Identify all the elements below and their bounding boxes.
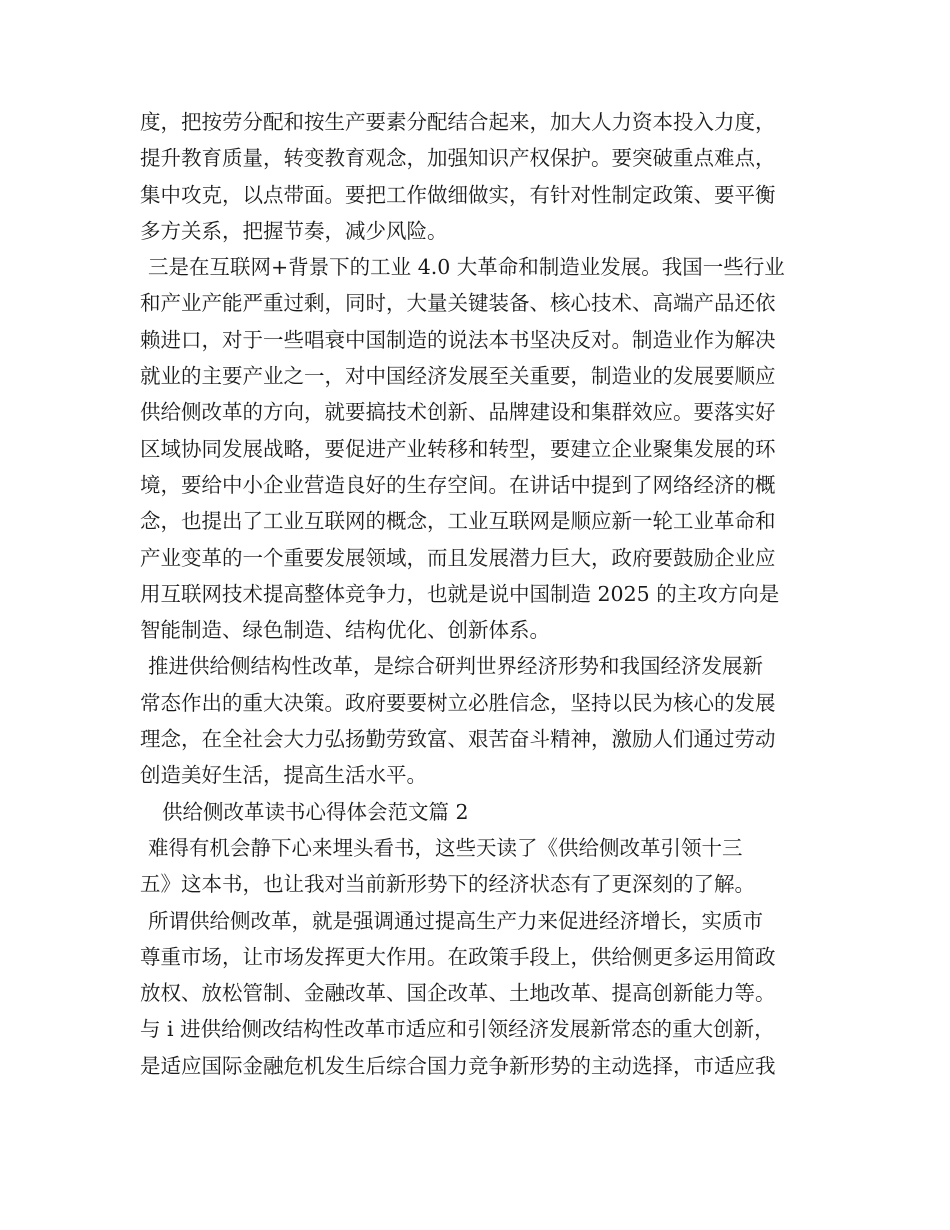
text-line: 集中攻克，以点带面。要把工作做细做实，有针对性制定政策、要平衡	[140, 182, 776, 207]
text-line: 智能制造、绿色制造、结构优化、创新体系。	[140, 618, 550, 643]
text-line: 是适应国际金融危机发生后综合国力竞争新形势的主动选择，市适应我	[140, 1053, 776, 1078]
text-line: 产业变革的一个重要发展领域，而且发展潜力巨大，政府要鼓励企业应	[140, 545, 776, 570]
text-line: 用互联网技术提高整体竞争力，也就是说中国制造 2025 的主攻方向是	[140, 581, 780, 606]
text-line: 五》这本书，也让我对当前新形势下的经济状态有了更深刻的了解。	[140, 872, 755, 897]
text-line: 提升教育质量，转变教育观念，加强知识产权保护。要突破重点难点，	[140, 146, 776, 171]
text-line: 放权、放松管制、金融改革、国企改革、土地改革、提高创新能力等。	[140, 981, 776, 1006]
text-line: 赖进口，对于一些唱衰中国制造的说法本书坚决反对。制造业作为解决	[140, 327, 776, 352]
text-line: 区域协同发展战略，要促进产业转移和转型，要建立企业聚集发展的环	[140, 436, 776, 461]
text-line: 理念，在全社会大力弘扬勤劳致富、艰苦奋斗精神，激励人们通过劳动	[140, 727, 776, 752]
text-line: 所谓供给侧改革，就是强调通过提高生产力来促进经济增长，实质市	[148, 908, 763, 933]
section-heading: 供给侧改革读书心得体会范文篇 2	[162, 799, 469, 824]
text-line: 创造美好生活，提高生活水平。	[140, 763, 427, 788]
text-line: 就业的主要产业之一，对中国经济发展至关重要，制造业的发展要顺应	[140, 364, 776, 389]
text-line: 和产业产能严重过剩，同时，大量关键装备、核心技术、高端产品还依	[140, 291, 776, 316]
text-line: 难得有机会静下心来埋头看书，这些天读了《供给侧改革引领十三	[148, 835, 743, 860]
text-line: 念，也提出了工业互联网的概念，工业互联网是顺应新一轮工业革命和	[140, 509, 776, 534]
text-line: 多方关系，把握节奏，减少风险。	[140, 218, 448, 243]
text-line: 推进供给侧结构性改革，是综合研判世界经济形势和我国经济发展新	[148, 654, 763, 679]
text-line: 与 i 进供给侧改结构性改革市适应和引领经济发展新常态的重大创新，	[140, 1017, 775, 1042]
text-line: 供给侧改革的方向，就要搞技术创新、品牌建设和集群效应。要落实好	[140, 400, 776, 425]
text-line: 境，要给中小企业营造良好的生存空间。在讲话中提到了网络经济的概	[140, 472, 776, 497]
text-line: 三是在互联网+背景下的工业 4.0 大革命和制造业发展。我国一些行业	[148, 255, 785, 280]
document-body	[140, 104, 820, 1084]
text-line: 常态作出的重大决策。政府要要树立必胜信念，坚持以民为核心的发展	[140, 690, 776, 715]
text-line: 尊重市场，让市场发挥更大作用。在政策手段上，供给侧更多运用简政	[140, 944, 776, 969]
text-line: 度，把按劳分配和按生产要素分配结合起来，加大人力资本投入力度，	[140, 110, 776, 134]
